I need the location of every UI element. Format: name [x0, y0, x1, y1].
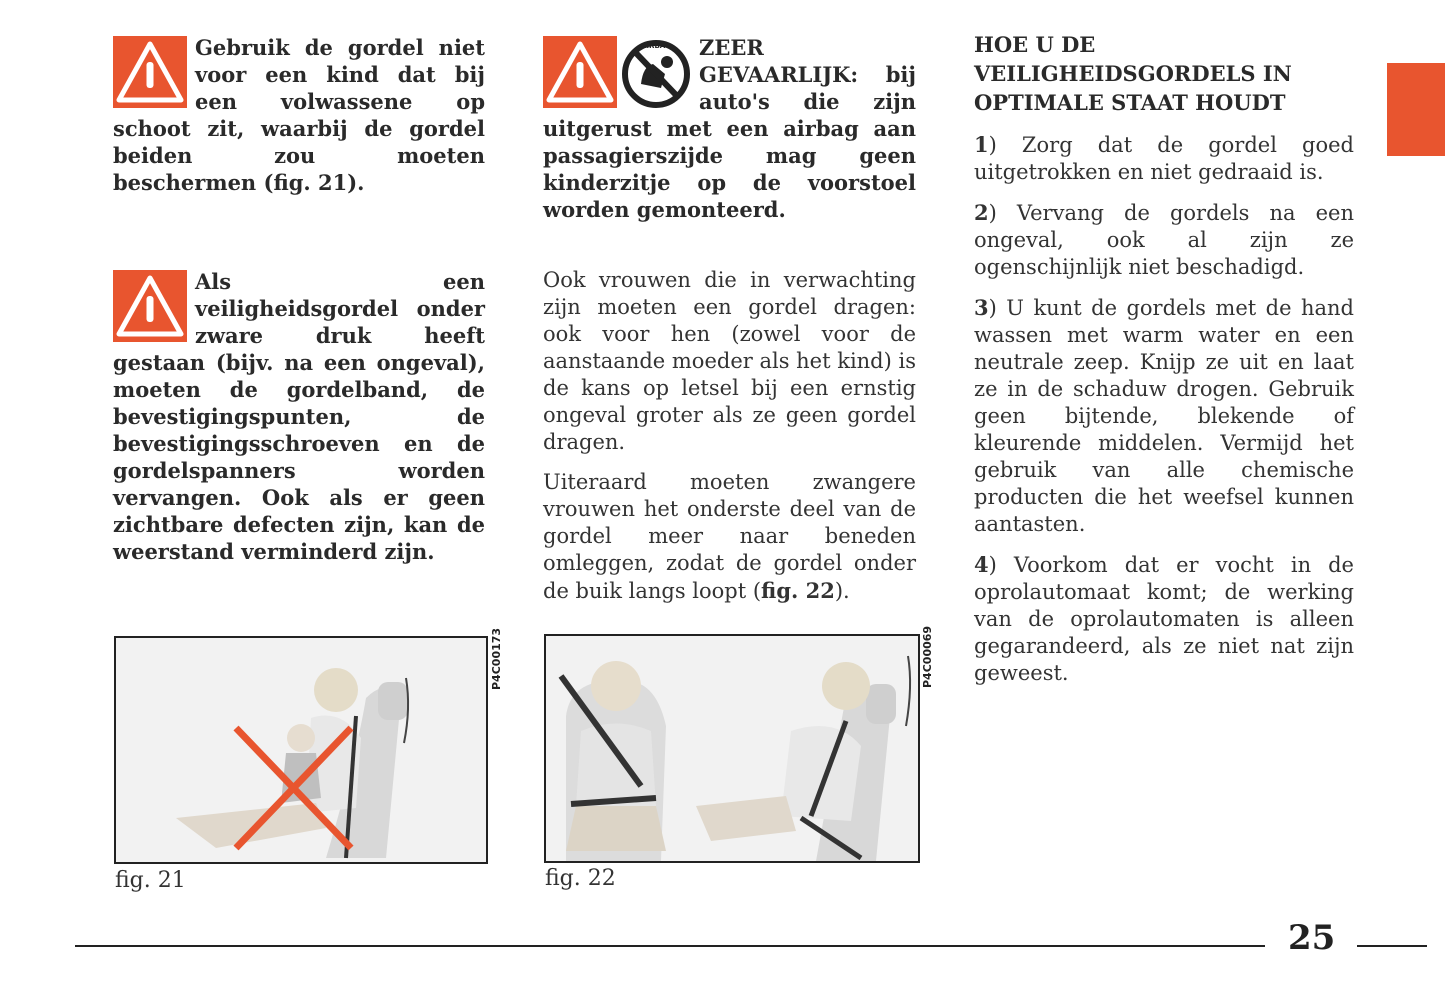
paragraph-pregnant-1: Ook vrouwen die in verwachting zijn moeten een gordel dragen: ook voor hen (zowel voor de aanstaande moeder als het kind) is de kans op letsel bij een ernstig ongeval groter als ze geen gordel dragen.	[543, 268, 916, 454]
column-1-lower	[113, 268, 485, 565]
section-heading: HOE U DE VEILIGHEIDSGORDELS IN OPTIMALE STAAT HOUDT	[974, 32, 1292, 115]
warning-triangle-icon	[113, 270, 187, 342]
column-1	[113, 34, 485, 196]
column-2-lower	[543, 267, 916, 618]
warning-block-1	[113, 34, 485, 196]
pregnant-seat-illustration	[546, 636, 918, 861]
care-item-1	[974, 131, 1354, 186]
care-item-3-text: ) U kunt de gordels met de hand wassen met warm water en een neutrale zeep. Knijp ze uit en laat ze in de schaduw drogen. Gebruik geen bijtende, blekende of kleurende middelen. Vermijd het gebruik van alle chemische producten die het weefsel kunnen aantasten.	[974, 296, 1354, 536]
paragraph-pregnant-2-end: ).	[834, 579, 850, 603]
care-item-3	[974, 294, 1354, 538]
paragraph-pregnant-2	[543, 469, 916, 605]
column-3	[974, 30, 1354, 700]
warning-block-2	[113, 268, 485, 565]
footer-rule-right	[1357, 945, 1427, 947]
figure-22-caption: fig. 22	[545, 866, 616, 891]
care-item-2-number: 2	[974, 200, 989, 225]
care-item-1-number: 1	[974, 132, 989, 157]
care-item-4	[974, 551, 1354, 687]
warning-block-airbag	[543, 34, 916, 223]
column-2	[543, 34, 916, 223]
warning-text-airbag: ZEER GEVAARLIJK: bij auto's die zijn uitgerust met een airbag aan passagierszijde mag geen kinderzitje op de voorstoel worden gemonteerd.	[543, 35, 916, 222]
figure-22-ref: fig. 22	[761, 578, 835, 603]
care-item-3-number: 3	[974, 295, 989, 320]
warning-triangle-icon	[543, 36, 617, 108]
care-item-4-text: ) Voorkom dat er vocht in de oprolautomaat komt; de werking van de oprolautomaten is alleen gegarandeerd, als ze niet nat zijn geweest.	[974, 553, 1354, 685]
page-number: 25	[1288, 918, 1336, 958]
figure-21-image	[114, 636, 488, 864]
figure-22-image	[544, 634, 920, 863]
no-child-seat-airbag-icon	[621, 36, 691, 108]
care-item-2	[974, 199, 1354, 281]
care-item-4-number: 4	[974, 552, 989, 577]
figure-22-code: P4C00069	[921, 625, 934, 688]
section-tab-marker	[1387, 63, 1445, 156]
warning-triangle-icon	[113, 36, 187, 108]
care-item-2-text: ) Vervang de gordels na een ongeval, ook al zijn ze ogenschijnlijk niet beschadigd.	[974, 201, 1354, 279]
paragraph-pregnant-2-text: Uiteraard moeten zwangere vrouwen het onderste deel van de gordel meer naar beneden omleggen, zodat de gordel onder de buik langs loopt (	[543, 470, 916, 603]
seat-illustration	[116, 638, 486, 862]
care-item-1-text: ) Zorg dat de gordel goed uitgetrokken en niet gedraaid is.	[974, 133, 1354, 184]
warning-text-1: Gebruik de gordel niet voor een kind dat bij een volwassene op schoot zit, waarbij de gordel beiden zou moeten beschermen (fig. 21).	[113, 35, 485, 195]
figure-21-code: P4C00173	[490, 627, 503, 690]
airbag-label: AIRBAG	[641, 42, 671, 50]
warning-text-2: Als een veiligheidsgordel onder zware druk heeft gestaan (bijv. na een ongeval), moeten de gordelband, de bevestigingspunten, de bevestigingsschroeven en de gordelspanners worden vervangen. Ook als er geen zichtbare defecten zijn, kan de weerstand verminderd zijn.	[113, 269, 485, 564]
footer-rule-left	[75, 945, 1265, 947]
figure-21-caption: fig. 21	[115, 868, 186, 893]
